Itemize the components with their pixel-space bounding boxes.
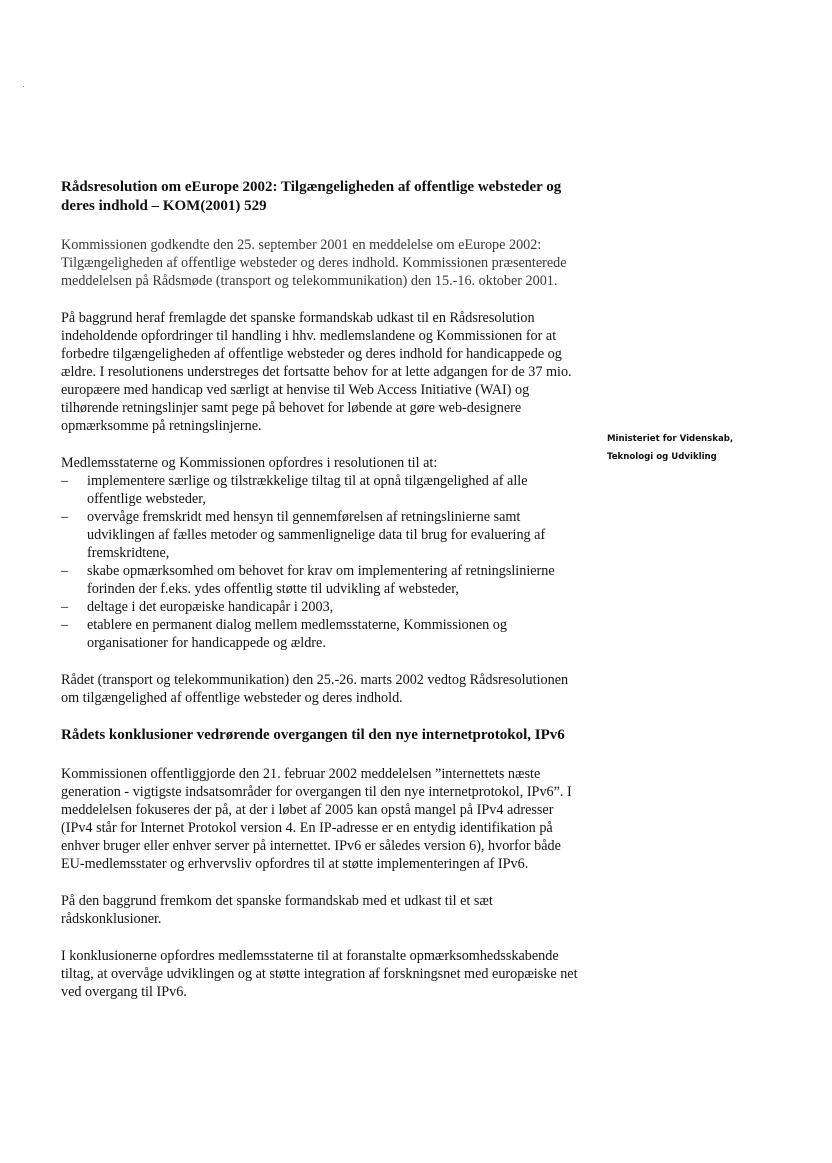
dash-marker: – [61,563,69,579]
dash-marker: – [61,473,69,489]
paragraph-ipv6-communication: Kommissionen offentliggjorde den 21. februar 2002 meddelelsen ”internettets næste generation - vigtigste indsatsområder for overgangen til den nye internetprotokol, IPv6”. I meddelelsen fokuseres der på, at der i løbet af 2005 kan opstå mangel på IPv4 adresser (IPv4 står for Internet Protokol version 4. En IP-adresse er en entydig identifikation på enhver bruger eller enhver server på internettet. IPv6 er således version 6), hvorfor både EU-medlemsstater og erhvervsliv opfordres til at støtte implementeringen af IPv6. [61,766,572,872]
paragraph-council-adoption: Rådet (transport og telekommunikation) den 25.-26. marts 2002 vedtog Rådsresolutionen om tilgængelighed af offentlige websteder og deres indhold. [61,672,569,706]
list-item-text: etablere en permanent dialog mellem medlemsstaterne, Kommissionen og organisationer for handicappede og ældre. [87,617,507,651]
dash-marker: – [61,599,69,615]
ministry-sidebar [607,430,807,466]
ministry-name-line2: Teknologi og Udvikling [607,452,717,462]
recommendation-list [61,472,581,652]
section-heading-ipv6: Rådets konklusioner vedrørende overgangen til den nye internetprotokol, IPv6 [61,727,565,743]
list-item [61,598,581,616]
list-item-text: implementere særlige og tilstrækkelige tiltag til at opnå tilgængelighed af alle offentlige websteder, [87,473,528,507]
document-body [61,178,581,1001]
dash-marker: – [61,509,69,525]
dash-marker: – [61,617,69,633]
scan-speck [23,86,24,87]
paragraph-conclusions-call: I konklusionerne opfordres medlemsstaterne til at foranstalte opmærksomhedsskabende tiltag, at overvåge udviklingen og at støtte integration af forskningsnet med europæiske net ved overgang til IPv6. [61,948,578,1000]
list-item-text: deltage i det europæiske handicapår i 2003, [87,599,334,615]
paragraph-commission-approval: Kommissionen godkendte den 25. september 2001 en meddelelse om eEurope 2002: Tilgængeligheden af offentlige websteder og deres indhold. Kommissionen præsenterede meddelelsen på Rådsmøde (transport og telekommunikation) den 15.-16. oktober 2001. [61,237,567,289]
paragraph-list-intro: Medlemsstaterne og Kommissionen opfordres i resolutionen til at: [61,455,438,471]
section-heading-eeurope: Rådsresolution om eEurope 2002: Tilgængeligheden af offentlige websteder og deres indhold – KOM(2001) 529 [61,179,562,214]
list-item-text: overvåge fremskridt med hensyn til gennemførelsen af retningslinierne samt udviklingen af fælles metoder og sammenlignelige data til brug for evaluering af fremskridtene, [87,509,546,561]
paragraph-spanish-presidency: På baggrund heraf fremlagde det spanske formandskab udkast til en Rådsresolution indeholdende opfordringer til handling i hhv. medlemslandene og Kommissionen for at forbedre tilgængeligheden af offentlige websteder og deres indhold for handicappede og ældre. I resolutionens understreges det fortsatte behov for at lette adgangen for de 37 mio. europæere med handicap ved særligt at henvise til Web Access Initiative (WAI) og tilhørende retningslinjer samt pege på behovet for løbende at gøre web-designere opmærksomme på retningslinjerne. [61,310,572,434]
list-item [61,616,581,652]
list-item [61,562,581,598]
list-item-text: skabe opmærksomhed om behovet for krav om implementering af retningslinierne forinden der f.eks. ydes offentlig støtte til udvikling af websteder, [87,563,555,597]
paragraph-draft-conclusions: På den baggrund fremkom det spanske formandskab med et udkast til et sæt rådskonklusioner. [61,893,493,927]
list-item [61,508,581,562]
list-item [61,472,581,508]
ministry-name-line1: Ministeriet for Videnskab, [607,434,734,444]
